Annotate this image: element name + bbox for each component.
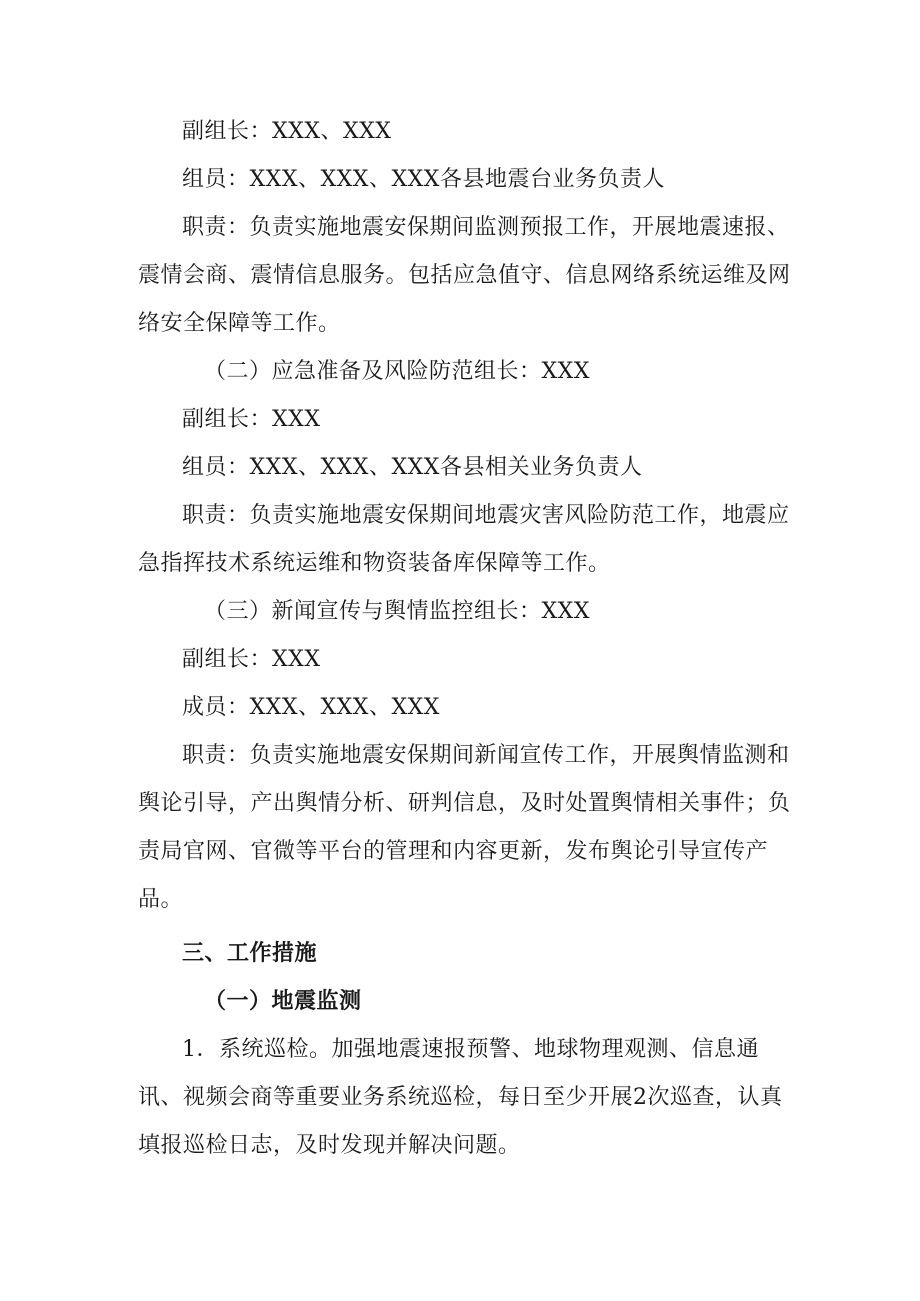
- duties-paragraph-1: 职责：负责实施地震安保期间监测预报工作，开展地震速报、震情会商、震情信息服务。包括应急值守、信息网络系统运维及网络安全保障等工作。: [138, 215, 791, 336]
- members-line-3: 成员：XXX、XXX、XXX: [182, 695, 440, 720]
- section-heading-work-measures: 三、工作措施: [182, 941, 318, 966]
- duties-paragraph-2: 职责：负责实施地震安保期间地震灾害风险防范工作，地震应急指挥技术系统运维和物资装备库保障等工作。: [138, 503, 790, 576]
- group-3-title: （三）新闻宣传与舆情监控组长：XXX: [204, 599, 590, 624]
- members-line-1: 组员：XXX、XXX、XXX各县地震台业务负责人: [182, 167, 665, 192]
- deputy-leader-line-1: 副组长：XXX、XXX: [182, 119, 392, 144]
- members-line-2: 组员：XXX、XXX、XXX各县相关业务负责人: [182, 455, 643, 480]
- deputy-leader-line-2: 副组长：XXX: [182, 407, 321, 432]
- system-inspection-paragraph: 1．系统巡检。加强地震速报预警、地球物理观测、信息通讯、视频会商等重要业务系统巡检，每日至少开展2次巡查，认真填报巡检日志，及时发现并解决问题。: [138, 1037, 783, 1158]
- deputy-leader-line-3: 副组长：XXX: [182, 647, 321, 672]
- duties-paragraph-3: 职责：负责实施地震安保期间新闻宣传工作，开展舆情监测和舆论引导，产出舆情分析、研判信息，及时处置舆情相关事件；负责局官网、官微等平台的管理和内容更新，发布舆论引导宣传产品。: [138, 743, 791, 912]
- document-body: [138, 108, 798, 1170]
- subsection-heading-earthquake-monitoring: （一）地震监测: [204, 989, 362, 1014]
- group-2-title: （二）应急准备及风险防范组长：XXX: [204, 359, 590, 384]
